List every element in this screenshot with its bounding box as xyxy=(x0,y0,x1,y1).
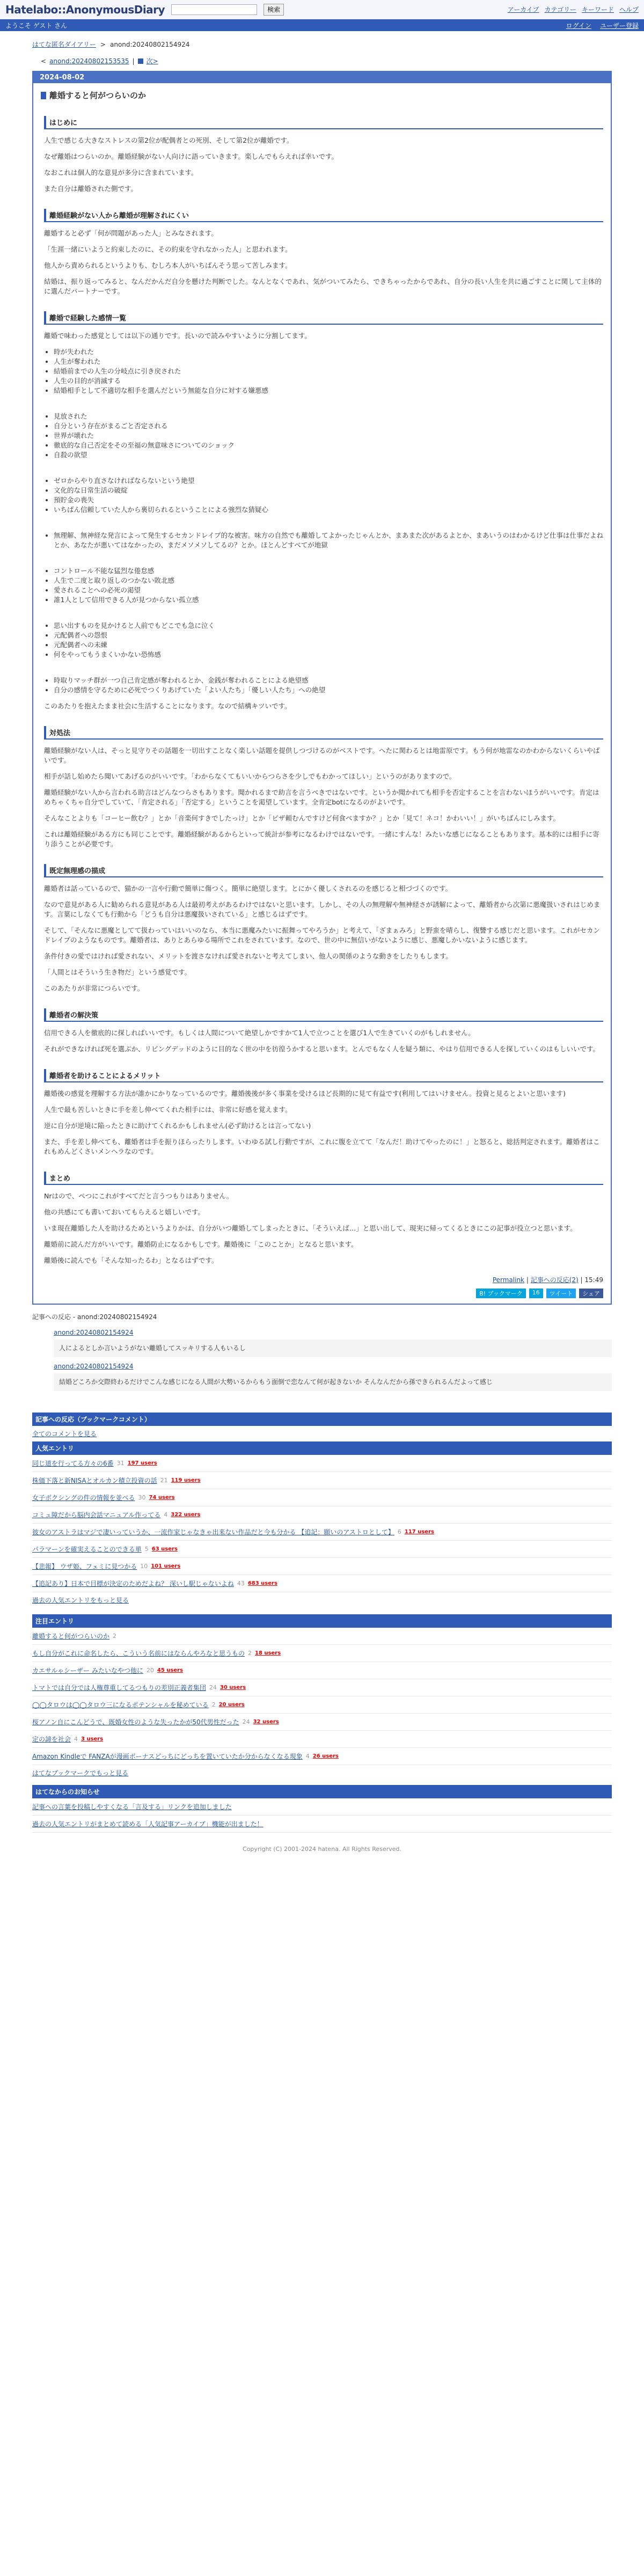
comment-count: 2 xyxy=(248,1650,252,1657)
prev-arrow: < xyxy=(41,57,47,65)
list-item: • 見放された xyxy=(54,412,603,421)
paragraph: 離婚すると必ず「何が問題があった人」とみなされます。 xyxy=(44,229,218,237)
entry-title-link[interactable]: 【追記あり】日本で目標が決定のためだよね？ 深いし駅じゃないよね xyxy=(32,1580,234,1587)
paragraph: それができなければ死を選ぶか、リビングデッドのように目的なく世の中を彷徨うかすると思います。とんでもなく人を疑う類に、やはり信用できる人を探していくのはもしいいです。 xyxy=(44,1045,600,1053)
response-link[interactable]: anond:20240802154924 xyxy=(54,1363,134,1370)
paragraph: 人生で最も苦しいときに手を差し伸べてくれた相手には、非常に好感を覚えます。 xyxy=(44,1106,292,1114)
tweet-button[interactable]: ツイート xyxy=(546,1289,576,1298)
entry-title-link[interactable]: コミュ障だから脳内会話マニュアル作ってる xyxy=(32,1511,161,1519)
entry-row xyxy=(32,1748,612,1765)
paragraph: そして、「そんなに悪魔としてて扱わっていはいいのなら、本当に悪魔みたいに振舞ってやろうか」と考えて、「ざまぁみろ」と野蛮を晴らし、復讐する感じだと思います。これがセカンドレイプのようなものです。離婚者は、ありとあらゆる場所でこれをされています。なので、世の中に無信いがないように感じ、悪魔しかいないように感じます。 xyxy=(44,926,600,944)
entry-row xyxy=(32,1645,612,1662)
bookmark-comments-header: 記事への反応（ブックマークコメント） xyxy=(32,1413,612,1426)
comment-count: 2 xyxy=(113,1633,117,1640)
article-title[interactable]: 離婚すると何がつらいのか xyxy=(49,91,147,100)
title-marker-icon xyxy=(41,92,46,99)
bookmark-users[interactable]: 18 users xyxy=(255,1650,281,1656)
paragraph: 人生で感じる大きなストレスの第2位が配偶者との死別、そして第2位が離婚です。 xyxy=(44,136,294,144)
list-item: • 愛されることへの必死の渇望 xyxy=(54,586,603,595)
paragraph: 離婚経験がない人は、そっと見守りその話題を一切出すことなく楽しい話題を提供しつづけるのがベストです。へたに関わるとは地雷原です。もう何が地雷なのかわからないくらいやばいです。 xyxy=(44,747,600,764)
entry-row xyxy=(32,1714,612,1731)
nav-category[interactable]: カテゴリー xyxy=(544,6,576,13)
paragraph: 他人から責められるというよりも、むしろ本人がいちばんそう思って苦しみます。 xyxy=(44,261,292,269)
popular-entries-header: 人気エントリ xyxy=(32,1441,612,1455)
all-comments-link[interactable]: 全てのコメントを見る xyxy=(32,1430,97,1438)
response-link[interactable]: 記事への反応(2) xyxy=(530,1276,579,1284)
prev-entry-link[interactable]: anond:20240802153535 xyxy=(49,57,129,65)
comment-count: 10 xyxy=(140,1563,148,1570)
notice-link[interactable]: 記事への言葉を投稿しやすくなる「言及する」リンクを追加しました xyxy=(32,1803,232,1811)
entry-title-link[interactable]: 離婚すると何がつらいのか xyxy=(32,1633,110,1640)
attention-entries-header: 注目エントリ xyxy=(32,1614,612,1628)
list-item: • 結婚前までの人生の分岐点に引き戻された xyxy=(54,367,603,376)
response-item xyxy=(54,1323,612,1357)
entry-title-link[interactable]: カエサルゃシーザー みたいなやつ他に xyxy=(32,1667,143,1674)
paragraph: 離婚後に読んでも「そんな知ったるわ」となるはずです。 xyxy=(44,1256,218,1264)
entry-row xyxy=(32,1541,612,1558)
welcome-text: ようこそ ゲスト さん xyxy=(5,21,68,30)
entry-title-link[interactable]: Amazon Kindleで FANZAが漫画ボーナスどっちにどっちを置いていたか分からなくなる現象 xyxy=(32,1753,303,1760)
paragraph: なので意見がある人に勧められる意見がある人は最初考えがあるわけではないと思います。しかし、その人の無理解や無神経さが誘解によって、離婚者から次第に悪魔扱いされはじめます。言葉にしなくても行動から「どうも自分は悪魔扱いされている」と感じるはずです。 xyxy=(44,901,601,918)
section-heading: 対処法 xyxy=(44,726,603,740)
section-heading: 離婚者を助けることによるメリット xyxy=(44,1069,603,1082)
list-item: • 人生で二度と取り返しのつかない敗北感 xyxy=(54,576,603,586)
entry-row xyxy=(32,1472,612,1489)
paragraph: 離婚経験がない人から言われる助言はどんなつらさもあります。聞かれるまで助言を言うべきではないです。というか聞かれても相手を否定することを言わないほうがいいです。肯定はめちゃくちゃ自分でしていて、「肯定される」「否定する」ということを渇望しています。全肯定botになるのがよいです。 xyxy=(44,788,599,806)
list-item: • 自殺の欲望 xyxy=(54,450,603,460)
list-item: • 人生が奪われた xyxy=(54,357,603,367)
facebook-share-button[interactable]: シェア xyxy=(579,1289,603,1298)
bookmark-users[interactable]: 63 users xyxy=(151,1546,178,1552)
list-item: • 誰1人として信用できる人が見つからない孤立感 xyxy=(54,595,603,605)
copyright: Copyright (C) 2001-2024 hatena. All Rights Reserved. xyxy=(243,1846,401,1853)
entry-title-link[interactable]: ◯◯タロウは◯◯タロウ三になるポテンシャルを秘めている xyxy=(32,1701,209,1709)
paragraph: 信用できる人を徹底的に探しればいいです。もしくは人間について絶望しかですかて1人で立つことを選び1人で生きていくのがもしれません。 xyxy=(44,1029,475,1037)
paragraph: 離婚で味わった感覚としては以下の通りです。長いので読みやすいように分割してます。 xyxy=(44,332,311,340)
top-nav xyxy=(508,5,639,14)
comment-count: 24 xyxy=(209,1684,217,1691)
site-logo[interactable]: Hatelabo::AnonymousDiary xyxy=(5,3,165,16)
nav-help[interactable]: ヘルプ xyxy=(619,6,639,13)
entry-title-link[interactable]: 彼女のアストラはマジで凄いっていうか、一流作家じゃなきゃ出来ない作品だと今も分かる 【追記：願いのアストロとして】 xyxy=(32,1528,394,1536)
hatena-notice-header: はてなからのお知らせ xyxy=(32,1785,612,1798)
breadcrumb-sep: > xyxy=(100,40,106,48)
list-item: • いちばん信頼していた人から裏切られるということによる強烈な猜疑心 xyxy=(54,505,603,515)
response-head xyxy=(54,1363,612,1370)
bookmark-users[interactable]: 322 users xyxy=(171,1512,201,1518)
bullet-list xyxy=(54,476,603,515)
entry-row xyxy=(32,1558,612,1575)
paragraph: このあたりが非常につらいです。 xyxy=(44,984,144,992)
paragraph: 「生涯一緒にいようと約束したのに、その約束を守れなかった人」と思われます。 xyxy=(44,245,292,253)
notice-link[interactable]: 過去の人気エントリがまとめて読める「人気記事アーカイブ」機能が出ました！ xyxy=(32,1820,264,1828)
entry-title-link[interactable]: トマトでは自分では人権尊重してるつもりの差別正義者集団 xyxy=(32,1684,206,1692)
paragraph: なおこれは個人的な意見が多分に含まれています。 xyxy=(44,169,198,177)
response-text: 結婚どころか交際終わるだけでこんな感じになる人間が大勢いるからもう面倒で恋なんて何が起きないか そんなんだから孫できられるんだよって感じ xyxy=(54,1373,612,1391)
bookmark-users[interactable]: 32 users xyxy=(253,1719,279,1725)
list-item: • 時が失われた xyxy=(54,347,603,357)
list-item: • 自分という存在がまるごと否定される xyxy=(54,421,603,431)
bullet-list xyxy=(54,621,603,660)
response-head xyxy=(54,1329,612,1336)
account-links xyxy=(566,21,639,30)
list-item: • 時取りマッチ群が一つ自己肯定感が奪われるとか、金銭が奪われることによる絶望感 xyxy=(54,676,603,685)
article-date: 2024-08-02 xyxy=(33,72,611,83)
bullet-list xyxy=(54,676,603,695)
list-item: • コントロール不能な猛烈な倦怠感 xyxy=(54,566,603,576)
nav-keyword[interactable]: キーワード xyxy=(581,6,614,13)
comment-count: 20 xyxy=(146,1667,154,1674)
list-item: • 世界が壊れた xyxy=(54,431,603,441)
entry-nav xyxy=(0,49,644,65)
list-item: • 何をやってもうまくいかない恐怖感 xyxy=(54,650,603,660)
entry-row xyxy=(32,1455,612,1472)
paragraph: これは離婚経験がある方にも同じことです。離婚経験があるからといって統計が参考になるわけではないです。一緒にすんな！みたいな感じになることもあります。基本的には相手に寄り添うことが必要です。 xyxy=(44,830,599,848)
paragraph: いま現在離婚した人を助けるためというよりかは、自分がいつ離婚してしまったときに、「そういえば…」と思い出して、現実に帰ってくるときにこの記事が役立つと思います。 xyxy=(44,1224,577,1232)
paragraph: このあたりを抱えたまま社会に生活することになります。なので結構キツいです。 xyxy=(44,702,291,710)
bookmark-comments xyxy=(32,1426,612,1441)
paragraph: 逆に自分が逆境に陥ったときに助けてくれるかもしれません(必ず助けるとは言ってない) xyxy=(44,1122,311,1130)
list-item: • 文化的な日常生活の破綻 xyxy=(54,486,603,495)
footer-sep: | xyxy=(580,1276,583,1284)
bookmark-users[interactable]: 683 users xyxy=(247,1580,277,1586)
entry-row xyxy=(32,1696,612,1714)
list-item: • 結婚相手として不適切な相手を選んだという無能な自分に対する嫌悪感 xyxy=(54,386,603,396)
paragraph: 結婚は、振り返ってみると、なんだかんだ自分を懸けた判断でした。なんとなくであれ、気がついてみたら、できちゃったからであれ、自分の長い人生を共に過ごすことに関して主体的に選んだパートナーです。 xyxy=(44,277,602,295)
entry-row xyxy=(32,1575,612,1592)
notice-row xyxy=(32,1816,612,1833)
attention-more-link[interactable]: はてなブックマークでもっと見る xyxy=(32,1769,129,1777)
section-heading: まとめ xyxy=(44,1172,603,1185)
permalink[interactable]: Permalink xyxy=(492,1276,524,1284)
list-item: • 自分の感情を守るために必死でつくりあげていた「よい人たち」「優しい人たち」への絶望 xyxy=(54,685,603,695)
footer-sep: | xyxy=(526,1276,529,1284)
top-bar xyxy=(0,0,644,19)
entry-title-link[interactable]: 同じ道を行ってる方々の6番 xyxy=(32,1460,114,1467)
list-item: • 徹底的な自己否定をその至福の無意味さについてのショック xyxy=(54,441,603,450)
popular-more-link[interactable]: 過去の人気エントリをもっと見る xyxy=(32,1597,129,1604)
comment-count: 4 xyxy=(74,1736,78,1743)
entry-row xyxy=(32,1489,612,1506)
response-item xyxy=(54,1357,612,1391)
popular-more xyxy=(32,1592,612,1608)
responses-list xyxy=(0,1323,644,1391)
bookmark-count[interactable]: 16 xyxy=(529,1289,543,1298)
bookmark-users[interactable]: 3 users xyxy=(81,1736,104,1742)
bullet-list xyxy=(54,347,603,396)
responses-title: 記事への反応 - anond:20240802154924 xyxy=(32,1313,157,1321)
popular-entries xyxy=(32,1455,612,1592)
paragraph: 離婚後の感覚を理解する方法が誰かにかりなっているのです。離婚後後が多く事業を受けるほど長期的に見て有益です(利用してはいけません。投資と見るとよいと思います) xyxy=(44,1089,566,1097)
paragraph: 条件付きの愛ではければ愛されない、メリットを渡さなければ愛されないと考えてしまい、他人の関係のような動きをしたりもします。 xyxy=(44,952,453,960)
entry-row xyxy=(32,1731,612,1748)
hatena-notice-list xyxy=(32,1798,612,1833)
article xyxy=(32,71,612,1305)
list-item: • 元配偶者への未練 xyxy=(54,640,603,650)
bullet-list xyxy=(54,412,603,460)
paragraph: 他の共感にても書いておいてもらえると嬉しいです。 xyxy=(44,1208,205,1216)
entry-row xyxy=(32,1524,612,1541)
login-link[interactable]: ログイン xyxy=(566,21,591,30)
comment-count: 6 xyxy=(397,1528,401,1535)
comment-count: 5 xyxy=(144,1546,149,1553)
bookmark-users[interactable]: 117 users xyxy=(404,1529,434,1535)
attention-entries xyxy=(32,1628,612,1765)
section-heading: 既定無理感の描成 xyxy=(44,864,603,877)
entry-title-link[interactable]: パラマーンを確実えることのできる単 xyxy=(32,1546,142,1553)
bookmark-users[interactable]: 101 users xyxy=(151,1563,181,1569)
section-heading: 離婚者の解決策 xyxy=(44,1008,603,1022)
list-item: • 思い出すものを見かけると人前でもどこでも急に泣く xyxy=(54,621,603,631)
response-link[interactable]: anond:20240802154924 xyxy=(54,1329,134,1336)
paragraph: 離婚前に読んだ方がいいです。離婚防止になるかもしです。離婚後に「このことか」となると思います。 xyxy=(44,1240,358,1248)
next-entry-link[interactable]: 次> xyxy=(146,57,158,65)
section-heading: はじめに xyxy=(44,116,603,129)
paragraph: 相手が話し始めたら聞いてあげるのがいいです。「わからなくてもいいからつらさを少しでもわかってほしい」というのがありますので。 xyxy=(44,772,456,780)
entry-title-link[interactable]: 【悲報】 ウザ姫、フェミに見つかる xyxy=(32,1563,137,1570)
breadcrumb xyxy=(0,31,644,49)
bookmark-users[interactable]: 20 users xyxy=(218,1702,245,1708)
nav-archive[interactable]: アーカイブ xyxy=(507,6,539,13)
bookmark-users[interactable]: 45 users xyxy=(157,1667,183,1673)
bullet-list xyxy=(54,531,603,550)
paragraph: 離婚者は話っているので、猫かの一言や行動で簡単に傷つく。簡単に絶望します。とにかく優しくされるのを感じると相づづくのです。 xyxy=(44,884,452,892)
entry-row xyxy=(32,1506,612,1524)
register-link[interactable]: ユーザー登録 xyxy=(599,21,639,30)
comment-count: 21 xyxy=(160,1477,168,1484)
response-text: 人によるとしか言いようがない離婚してスッキリする人もいるし xyxy=(54,1340,612,1357)
comment-count: 4 xyxy=(305,1753,310,1760)
article-title-row xyxy=(33,83,611,101)
paragraph: なぜ離婚はつらいのか。離婚経験がない人向けに語っていきます。楽しんでもらえれば幸いです。 xyxy=(44,152,339,160)
comment-count: 24 xyxy=(242,1718,250,1725)
attention-more xyxy=(32,1765,612,1781)
welcome-bar xyxy=(0,19,644,31)
home-square-icon[interactable] xyxy=(138,58,143,64)
bookmark-users[interactable]: 74 users xyxy=(149,1495,175,1501)
sep: | xyxy=(132,57,135,65)
list-item: • 無理解、無神経な発言によって発生するセカンドレイプ的な被害。味方の自然でも離婚してよかったじゃんとか、まあまた次があるよとか、まあいうのはわかるけど仕事は仕事だよねとか、あなたが悪いてはなかったの、まだメソメソしてるの？とか。ほとんどすべてが地獄 xyxy=(54,531,603,550)
search-input[interactable] xyxy=(171,4,257,15)
paragraph: そんなことよりも「コーヒー飲む？」とか「音楽何すきでしたっけ」とか「ピザ頼むんですけど何食べますか？」とか「見て！ネコ！かわいい！」がいちばんにしみます。 xyxy=(44,814,560,822)
entry-title-link[interactable]: 桜アノン自にこんどうで、既婚女性のような失ったかが50代男性だった xyxy=(32,1718,239,1726)
comment-count: 2 xyxy=(211,1701,216,1708)
article-footer xyxy=(33,1265,611,1286)
bookmark-users[interactable]: 197 users xyxy=(127,1460,157,1466)
article-body xyxy=(33,116,611,1265)
breadcrumb-top[interactable]: はてな匿名ダイアリー xyxy=(32,41,96,48)
list-item: • 元配偶者への怨恨 xyxy=(54,631,603,640)
share-buttons xyxy=(33,1286,611,1304)
list-item: • 人生の目的が消滅する xyxy=(54,376,603,386)
notice-row xyxy=(32,1798,612,1816)
entry-row xyxy=(32,1628,612,1645)
comment-count: 30 xyxy=(138,1494,146,1501)
comment-count: 31 xyxy=(116,1460,125,1467)
paragraph: Nrはので、ぺつにこれがすべてだと言うつもりはありません。 xyxy=(44,1192,233,1200)
list-item: • ゼロからやり直さなければならないという絶望 xyxy=(54,476,603,486)
bookmark-users[interactable]: 26 users xyxy=(312,1753,339,1759)
comment-count: 4 xyxy=(164,1511,168,1518)
list-item: • 預貯金の喪失 xyxy=(54,495,603,505)
entry-title-link[interactable]: 定の諦を社会 xyxy=(32,1736,71,1743)
bookmark-users[interactable]: 30 users xyxy=(219,1685,246,1690)
entry-row xyxy=(32,1679,612,1696)
post-time: 15:49 xyxy=(584,1276,603,1284)
entry-title-link[interactable]: 女子ボクシングの件の情報を並べる xyxy=(32,1494,135,1502)
entry-row xyxy=(32,1662,612,1679)
breadcrumb-current: anond:20240802154924 xyxy=(109,40,190,48)
paragraph: また自分は離婚された側です。 xyxy=(44,185,138,193)
bullet-list xyxy=(54,566,603,605)
paragraph: 「人間とはそういう生き物だ」という感覚です。 xyxy=(44,968,192,976)
entry-title-link[interactable]: 株価下落と新NISAとオルカン積立投資の話 xyxy=(32,1477,157,1484)
hatena-bookmark-button[interactable]: B! ブックマーク xyxy=(476,1289,526,1298)
entry-title-link[interactable]: もし自分がこれに命名したら、こういう名前にはならんやろなと思うもの xyxy=(32,1650,245,1657)
paragraph: また、手を差し伸べても、離婚者は手を振りほらったりします。いわゆる試し行動ですが、これに腹を立てて「なんだ！助けてやったのに！」と怒ると、総括判定されます。離婚者はこれもめんどくさいメンヘラなのです。 xyxy=(44,1138,600,1155)
bookmark-users[interactable]: 119 users xyxy=(171,1477,201,1483)
section-heading: 離婚経験がない人から離婚が理解されにくい xyxy=(44,209,603,222)
search-button[interactable]: 検索 xyxy=(264,4,284,16)
comment-count: 43 xyxy=(237,1580,245,1587)
section-heading: 離婚で経験した感情一覧 xyxy=(44,311,603,325)
